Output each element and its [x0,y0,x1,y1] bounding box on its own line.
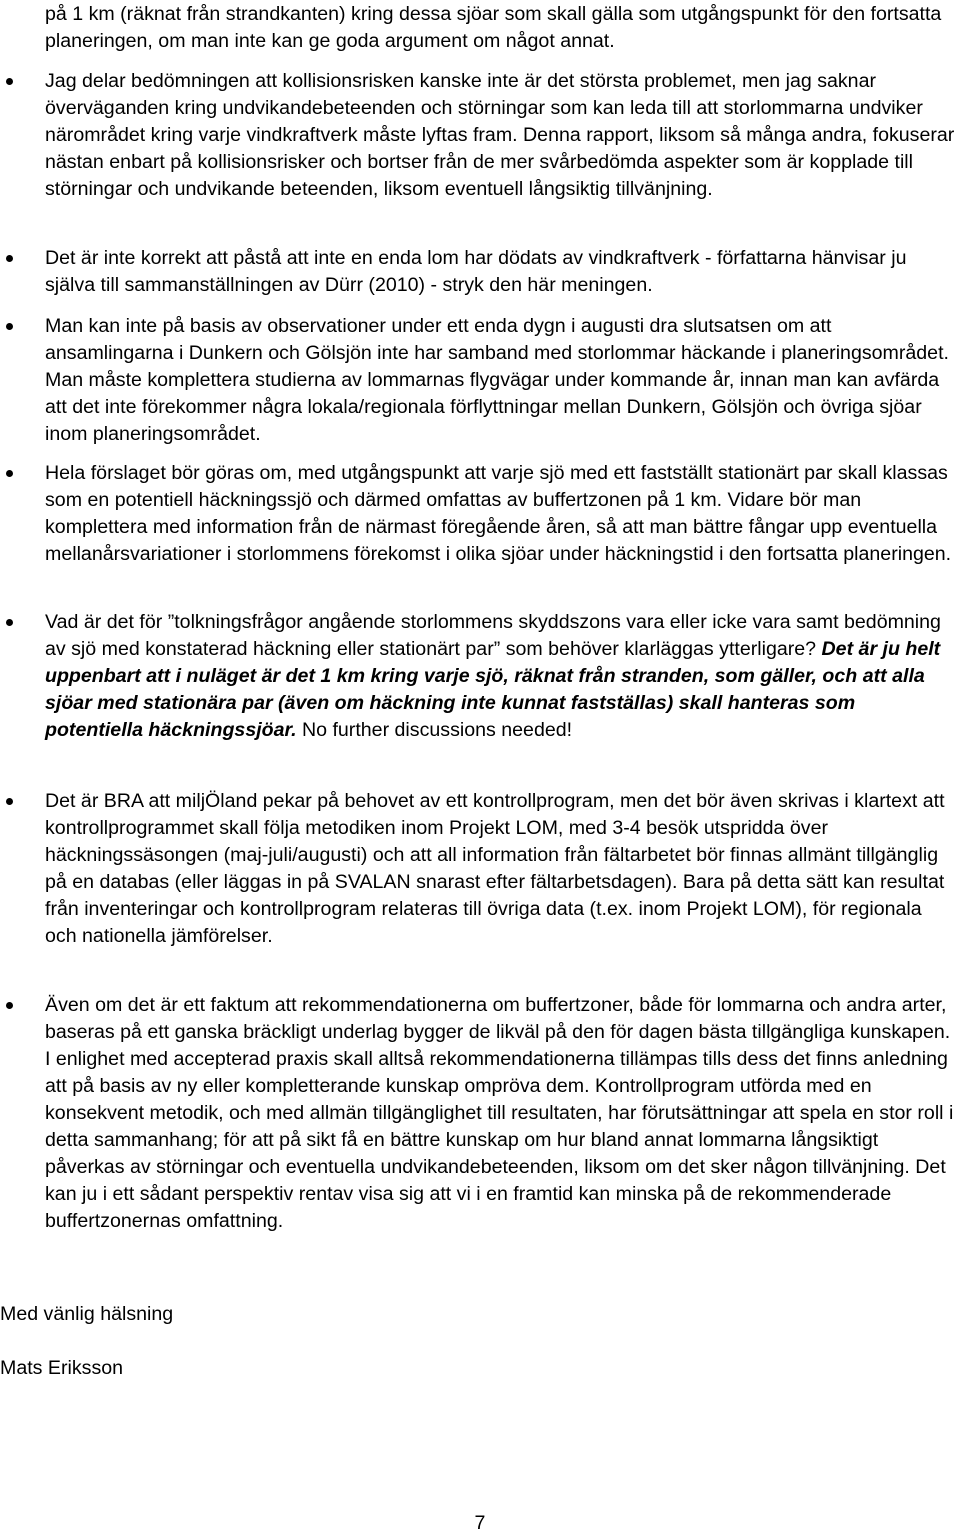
bullet-icon [6,470,13,477]
page-number: 7 [474,1512,486,1534]
bullet-text: Det är inte korrekt att påstå att inte en enda lom har dödats av vindkraftverk - författarna hänvisar ju själva till sammanställningen av Dürr (2010) - stryk den här meningen. [45,247,907,296]
bullet-text [45,609,957,744]
bullet-icon [6,798,13,805]
bullet-icon [6,1002,13,1009]
bullet-text: Det är BRA att miljÖland pekar på behovet av ett kontrollprogram, men det bör även skrivas i klartext att kontrollprogrammet skall följa metodiken inom Projekt LOM, med 3-4 besök utspridda över häckningssäsongen (maj-juli/augusti) och att all information från fältarbetet bör finnas allmänt tillgänglig på en databas (eller läggas in på SVALAN snarast efter fältarbetsdagen). Bara på detta sätt kan resultat från inventeringar och kontrollprogram relateras till övriga data (t.ex. inom Projekt LOM), för regionala och nationella jämförelser. [45,790,945,947]
bullet-text: Hela förslaget bör göras om, med utgångspunkt att varje sjö med ett fastställt stationärt par skall klassas som en potentiell häckningssjö och därmed omfattas av buffertzonen på 1 km. Vidare bör man komplettera med information från de närmast föregående åren, så att man bättre fångar upp eventuella mellanårsvariationer i storlommens förekomst i olika sjöar under häckningstid i den fortsatta planeringen. [45,462,952,565]
bullet-text: Jag delar bedömningen att kollisionsrisken kanske inte är det största problemet, men jag saknar överväganden kring undvikandebeteenden och störningar som kan leda till att storlommarna undviker närområdet kring varje vindkraftverk måste lyftas fram. Denna rapport, liksom så många andra, fokuserar nästan enbart på kollisionsrisker och bortser från de mer svårbedömda aspekter som är kopplade till störningar och undvikande beteenden, liksom eventuell långsiktig tillvänjning. [45,70,955,200]
signature-name: Mats Eriksson [0,1357,124,1379]
bullet-text: Man kan inte på basis av observationer under ett enda dygn i augusti dra slutsatsen om att ansamlingarna i Dunkern och Gölsjön inte har samband med storlommar häckande i planeringsområdet. Man måste komplettera studierna av lommarnas flygvägar under kommande år, innan man kan avfärda att det inte förekommer några lokala/regionala förflyttningar mellan Dunkern, Gölsjön och övriga sjöar inom planeringsområdet. [45,315,949,445]
bullet-text-emphasis: Det är ju helt uppenbart att i nuläget är det 1 km kring varje sjö, räknat från stranden, som gäller, och att alla sjöar med stationära par (även om häckning inte kunnat fastställas) skall hanteras som potentiella häckningssjöar. [45,638,941,741]
bullet-text-plain-end: No further discussions needed! [296,719,573,741]
closing-greeting: Med vänlig hälsning [0,1303,174,1325]
bullet-icon [6,255,13,262]
bullet-text: Även om det är ett faktum att rekommendationerna om buffertzoner, både för lommarna och andra arter, baseras på ett ganska bräckligt underlag bygger de likväl på den för dagen bästa tillgängliga kunskapen. I enlighet med accepterad praxis skall alltså rekommendationerna tillämpas tills dess det finns anledning att på basis av ny eller kompletterande kunskap ompröva dem. Kontrollprogram utförda med en konsekvent metodik, och med allmän tillgänglighet till resultaten, har förutsättningar att spela en stor roll i detta sammanhang; för att på sikt få en bättre kunskap om hur bland annat lommarna långsiktigt påverkas av störningar och eventuella undvikandebeteenden, liksom om det sker någon tillvänjning. Det kan ju i ett sådant perspektiv rentav visa sig att vi i en framtid kan minska på de rekommenderade buffertzonernas omfattning. [45,994,954,1232]
bullet-text-plain: Vad är det för ”tolkningsfrågor angående storlommens skyddszons vara eller icke vara samt bedömning av sjö med konstaterad häckning eller stationärt par” som behöver klarläggas ytterligare? [45,611,941,660]
bullet-icon [6,78,13,85]
bullet-icon [6,323,13,330]
intro-paragraph-fragment: på 1 km (räknat från strandkanten) kring dessa sjöar som skall gälla som utgångspunkt för den fortsatta planeringen, om man inte kan ge goda argument om något annat. [45,3,942,52]
bullet-icon [6,619,13,626]
